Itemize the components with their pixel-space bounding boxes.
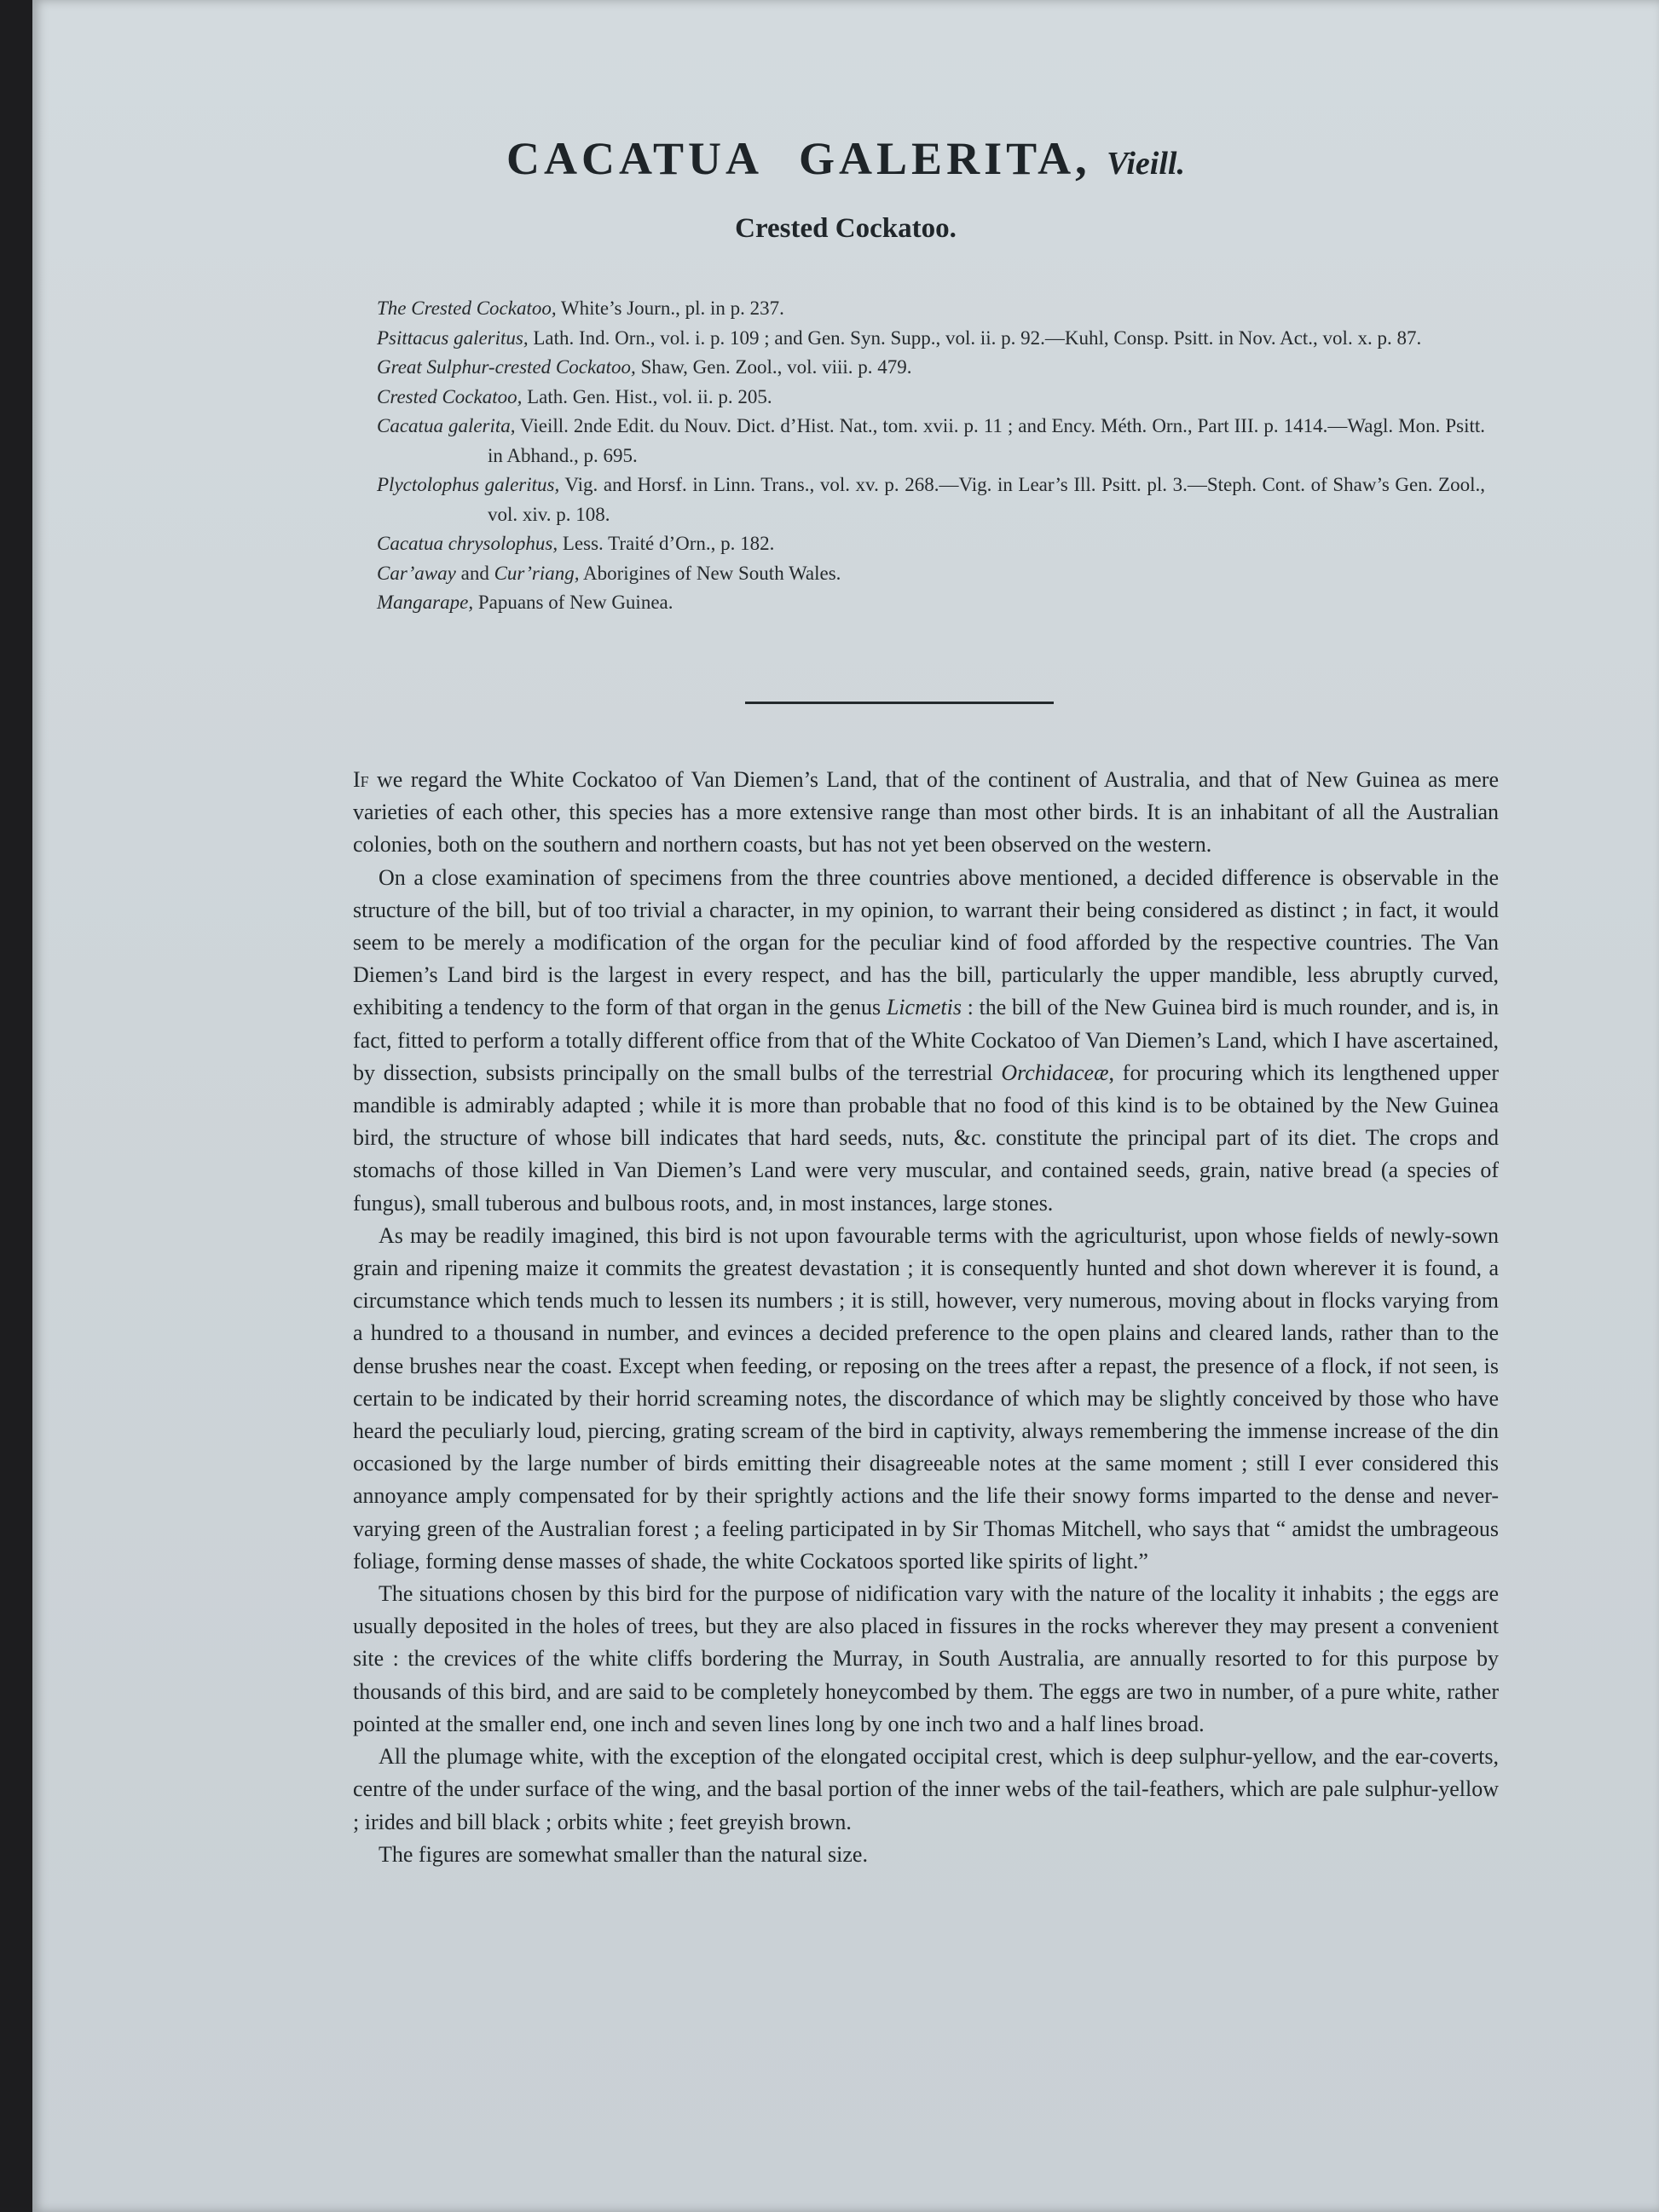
synonym-name: Cacatua chrysolophus, bbox=[377, 533, 558, 554]
common-name: Crested Cockatoo. bbox=[735, 213, 957, 244]
genus-name: Licmetis bbox=[886, 995, 962, 1020]
synonym-name: Cur’riang, bbox=[494, 562, 580, 584]
synonym-reference: Lath. Gen. Hist., vol. ii. p. 205. bbox=[522, 385, 772, 407]
paragraph-plumage: All the plumage white, with the exception of the elongated occipital crest, which is deep sulphur-yellow, and the ear-coverts, centre of the under surface of the wing, and the basal portion of the inner webs of the tail-feathers, which are pale sulphur-yellow ; irides and bill black ; orbits white ; feet greyish brown. bbox=[353, 1744, 1499, 1834]
body-text bbox=[353, 764, 1499, 1871]
synonym-reference: Papuans of New Guinea. bbox=[473, 592, 673, 613]
synonym-entry bbox=[377, 294, 1485, 324]
paragraph-nidification: The situations chosen by this bird for the purpose of nidification vary with the nature of the locality it inhabits ; the eggs are usually deposited in the holes of trees, but they are also placed in fissures in the rocks wherever they may present a convenient site : the crevices of the white cliffs bordering the Murray, in South Australia, are annually resorted to for this purpose by thousands of this bird, and are said to be completely honeycombed by them. The eggs are two in number, of a pure white, rather pointed at the smaller end, one inch and seven lines long by one inch two and a half lines broad. bbox=[353, 1581, 1499, 1736]
synonym-reference: Shaw, Gen. Zool., vol. viii. p. 479. bbox=[635, 356, 912, 378]
title-genus: CACATUA bbox=[506, 133, 764, 184]
synonym-reference: Vig. and Horsf. in Linn. Trans., vol. xv. p. 268.—Vig. in Lear’s Ill. Psitt. pl. 3.—Steph. Cont. of Shaw’s Gen. Zool., vol. xiv. p. 108. bbox=[488, 474, 1485, 525]
synonym-reference: Vieill. 2nde Edit. du Nouv. Dict. d’Hist. Nat., tom. xvii. p. 11 ; and Ency. Méth. Orn., Part III. p. 1414.—Wagl. Mon. Psitt. in Abhand., p. 695. bbox=[488, 415, 1485, 466]
paragraph-text: we regard the White Cockatoo of Van Diemen’s Land, that of the continent of Australia, and that of New Guinea as mere varieties of each other, this species has a more extensive range than most other birds. It is an inhabitant of all the Australian colonies, both on the southern and northern coasts, but has not yet been observed on the western. bbox=[353, 767, 1499, 858]
initial-word: If bbox=[353, 767, 369, 792]
title-species: GALERITA, bbox=[799, 133, 1091, 184]
section-divider bbox=[745, 702, 1054, 704]
paragraph-habits: As may be readily imagined, this bird is not upon favourable terms with the agriculturist, upon whose fields of newly-sown grain and ripening maize it commits the greatest devastation ; it is consequently hunted and shot down wherever it is found, a circumstance which tends much to lessen its numbers ; it is still, however, very numerous, moving about in flocks varying from a hundred to a thousand in number, and evinces a decided preference to the open plains and cleared lands, rather than to the dense brushes near the coast. Except when feeding, or reposing on the trees after a repast, the presence of a flock, if not seen, is certain to be indicated by their horrid screaming notes, the discordance of which may be slightly conceived by those who have heard the peculiarly loud, piercing, grating scream of the bird in captivity, always remembering the immense increase of the din occasioned by the large number of birds emitting their disagreeable notes at the same moment ; still I ever considered this annoyance amply compensated for by their sprightly actions and the life their snowy forms imparted to the dense and never-varying green of the Australian forest ; a feeling participated in by Sir Thomas Mitchell, who says that “ amidst the umbrageous foliage, forming dense masses of shade, the white Cockatoos sported like spirits of light.” bbox=[353, 1222, 1499, 1574]
paragraph-text: : the bill of the New Guinea bird is much rounder, and is, in fact, fitted to perform a totally different office from that of the White Cockatoo of Van Diemen’s Land, which I have ascertained, by dissection, subsists principally on the small bulbs of the terrestrial bbox=[353, 995, 1499, 1085]
synonym-reference: Lath. Ind. Orn., vol. i. p. 109 ; and Gen. Syn. Supp., vol. ii. p. 92.—Kuhl, Consp. Psitt. in Nov. Act., vol. x. p. 87. bbox=[528, 326, 1422, 349]
synonym-name: Great Sulphur-crested Cockatoo, bbox=[377, 356, 636, 378]
synonymy-list bbox=[377, 294, 1485, 618]
synonym-entry bbox=[377, 383, 1485, 413]
paragraph-text: On a close examination of specimens from the three countries above mentioned, a decided difference is observable in the structure of the bill, but of too trivial a character, in my opinion, to warrant their being considered as distinct ; in fact, it would seem to be merely a modification of the organ for the peculiar kind of food afforded by the respective countries. The Van Diemen’s Land bird is the largest in every respect, and has the bill, particularly the upper mandible, less abruptly curved, exhibiting a tendency to the form of that organ in the genus bbox=[353, 864, 1499, 1020]
synonym-entry bbox=[377, 529, 1485, 559]
synonym-connector: and bbox=[455, 562, 494, 584]
synonym-name: Cacatua galerita, bbox=[377, 415, 516, 436]
synonym-reference: White’s Journ., pl. in p. 237. bbox=[556, 297, 784, 319]
family-name: Orchidaceæ bbox=[1001, 1060, 1109, 1085]
synonym-entry bbox=[377, 559, 1485, 589]
synonym-name: Mangarape, bbox=[377, 592, 474, 613]
synonym-entry bbox=[377, 588, 1485, 618]
synonym-reference: Aborigines of New South Wales. bbox=[579, 562, 841, 584]
page-title bbox=[32, 132, 1659, 185]
synonym-entry bbox=[377, 412, 1485, 471]
synonym-entry bbox=[377, 471, 1485, 529]
synonym-name: Car’away bbox=[377, 562, 456, 584]
book-page bbox=[32, 0, 1659, 2212]
paragraph-bill bbox=[353, 862, 1499, 1220]
synonym-reference: Less. Traité d’Orn., p. 182. bbox=[558, 533, 775, 554]
paragraph-figures-note: The figures are somewhat smaller than the natural size. bbox=[379, 1841, 868, 1867]
synonym-name: Crested Cockatoo, bbox=[377, 385, 523, 407]
paragraph-range bbox=[353, 764, 1499, 862]
synonym-name: Plyctolophus galeritus, bbox=[377, 474, 560, 495]
synonym-name: The Crested Cockatoo, bbox=[377, 297, 557, 319]
title-authority: Vieill. bbox=[1107, 146, 1185, 182]
synonym-name: Psittacus galeritus, bbox=[377, 326, 529, 349]
synonym-entry bbox=[377, 353, 1485, 383]
synonym-entry bbox=[377, 324, 1485, 354]
paragraph-text: , for procuring which its lengthened upper mandible is admirably adapted ; while it is more than probable that no food of this kind is to be obtained by the New Guinea bird, the structure of whose bill indicates that hard seeds, nuts, &c. constitute the principal part of its diet. The crops and stomachs of those killed in Van Diemen’s Land were very muscular, and contained seeds, grain, native bread (a species of fungus), small tuberous and bulbous roots, and, in most instances, large stones. bbox=[353, 1060, 1499, 1216]
